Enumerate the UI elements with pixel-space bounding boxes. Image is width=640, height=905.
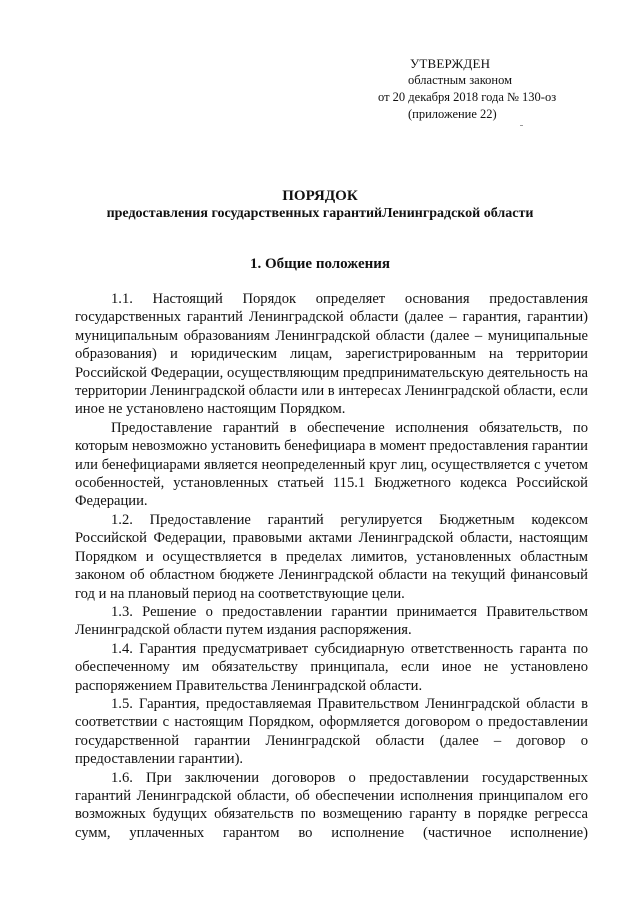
paragraph-1-4: 1.4. Гарантия предусматривает субсидиарную ответственность гаранта по обеспеченному им обязательству принципала, если иное не установлено распоряжением Правительства Ленинградской области. — [75, 640, 588, 694]
approval-title: УТВЕРЖДЕН — [410, 56, 491, 71]
document-body — [75, 290, 588, 842]
paragraph-1-6: 1.6. При заключении договоров о предоставлении государственных гарантий Ленинградской области, об обеспечении исполнения принципалом его возможных будущих обязательств по возмещению гаранту в порядке регресса сумм, уплаченных гарантом во исполнение (частичное исполнение) — [75, 769, 588, 841]
scan-speck — [520, 125, 523, 126]
approval-appendix-line: (приложение 22) — [408, 107, 497, 121]
paragraph-1-1: 1.1. Настоящий Порядок определяет основания предоставления государственных гарантий Ленинградской области (далее – гарантия, гарантии) муниципальным образованиям Ленинградской области (далее – муниципальные образования) и юридическим лицам, зарегистрированным на территории Российской Федерации, осуществляющим предпринимательскую деятельность на территории Ленинградской области или в интересах Ленинградской области, если иное не установлено настоящим Порядком. — [75, 291, 588, 418]
section-heading: 1. Общие положения — [249, 256, 391, 272]
document-subtitle: предоставления государственных гарантийЛенинградской области — [106, 206, 534, 221]
document-title: ПОРЯДОК — [282, 188, 358, 204]
approval-date-line: от 20 декабря 2018 года № 130-оз — [378, 90, 557, 104]
paragraph-1-1-continued: Предоставление гарантий в обеспечение исполнения обязательств, по которым невозможно установить бенефициара в момент предоставления гарантии или бенефициарами является неопределенный круг лиц, осуществляется с учетом особенностей, установленных статьей 115.1 Бюджетного кодекса Российской Федерации. — [75, 419, 588, 510]
approval-stamp — [378, 55, 557, 123]
paragraph-1-5: 1.5. Гарантия, предоставляемая Правительством Ленинградской области в соответствии с настоящим Порядком, оформляется договором о предоставлении государственной гарантии Ленинградской области (далее – договор о предоставлении гарантии). — [75, 695, 588, 768]
paragraph-1-3: 1.3. Решение о предоставлении гарантии принимается Правительством Ленинградской области путем издания распоряжения. — [75, 603, 588, 639]
approval-law-line: областным законом — [408, 73, 513, 87]
paragraph-1-2: 1.2. Предоставление гарантий регулируется Бюджетным кодексом Российской Федерации, правовыми актами Ленинградской области, настоящим Порядком и осуществляется в пределах лимитов, установленных областным законом об областном бюджете Ленинградской области на текущий финансовый год и на плановый период на соответствующие цели. — [75, 511, 588, 602]
